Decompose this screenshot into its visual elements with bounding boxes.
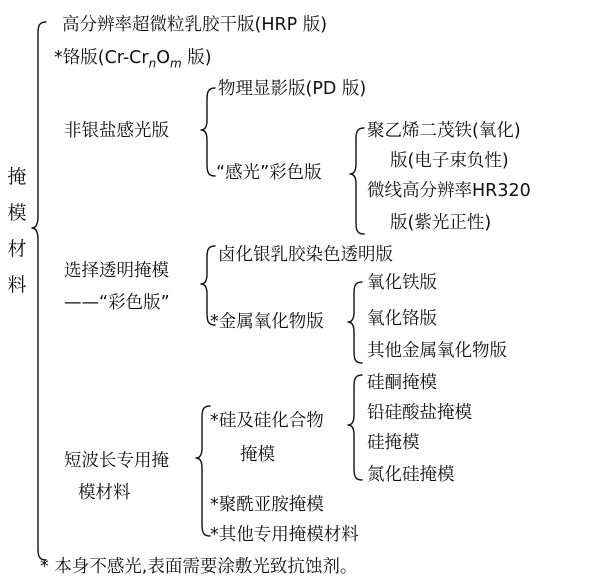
other-special-mask-label: *其他专用掩模材料	[210, 525, 359, 545]
silicon-compound-mask-line-1: *硅及硅化合物	[210, 411, 324, 431]
chrome-plate-label	[54, 47, 212, 75]
hrp-plate-label: 高分辨率超微粒乳胶干版(HRP 版)	[62, 15, 328, 35]
lead-silicate-mask-label: 铅硅酸盐掩模	[367, 403, 472, 423]
pd-plate-label: 物理显影版(PD 版)	[218, 79, 367, 99]
silicon-nitride-mask-label: 氮化硅掩模	[367, 465, 455, 485]
chrome-plate-end: 版)	[181, 48, 212, 68]
photo-color-brace	[350, 128, 364, 234]
root-char-2: 模	[7, 202, 27, 224]
chrome-subscript-n: n	[148, 56, 157, 71]
metal-oxide-brace	[348, 282, 362, 363]
hr320-label-line-1: 微线高分辨率HR320	[367, 181, 531, 201]
root-brace	[32, 22, 46, 560]
silicone-mask-label: 硅酮掩模	[367, 373, 437, 393]
selective-transparent-mask-line-1: 选择透明掩模	[64, 261, 169, 281]
silicon-mask-label: 硅掩模	[367, 433, 420, 453]
root-char-1: 掩	[7, 166, 27, 188]
footnote: * 本身不感光,表面需要涂敷光致抗蚀剂。	[40, 557, 358, 577]
chrome-plate-text: *铬版(Cr-Cr	[54, 48, 149, 68]
hr320-label-line-2: 版(紫光正性)	[390, 213, 492, 233]
other-metal-oxide-plate-label: 其他金属氧化物版	[367, 341, 507, 361]
silicon-brace	[348, 375, 362, 480]
pvf-label-line-1: 聚乙烯二茂铁(氧化)	[367, 121, 521, 141]
chrome-oxygen: O	[156, 48, 170, 68]
iron-oxide-plate-label: 氧化铁版	[367, 273, 437, 293]
short-wavelength-mask-line-1: 短波长专用掩	[64, 451, 169, 471]
selective-transparent-mask-line-2: ——“彩色版”	[64, 293, 170, 313]
root-char-4: 料	[7, 274, 27, 296]
short-wavelength-mask-line-2: 模材料	[78, 483, 131, 503]
chrome-oxide-plate-label: 氧化铬版	[367, 309, 437, 329]
metal-oxide-plate-label: *金属氧化物版	[210, 312, 324, 332]
silicon-compound-mask-line-2: 掩模	[240, 445, 275, 465]
root-char-3: 材	[7, 238, 27, 260]
halide-dye-plate-label: 卤化银乳胶染色透明版	[218, 245, 393, 265]
pvf-label-line-2: 版(电子束负性)	[390, 151, 509, 171]
polyimide-mask-label: *聚酰亚胺掩模	[210, 495, 324, 515]
chrome-subscript-m: m	[170, 56, 182, 71]
non-silver-brace	[201, 88, 215, 176]
photo-color-plate-label: “感光”彩色版	[216, 163, 322, 183]
short-wave-brace	[196, 406, 210, 536]
non-silver-salt-label: 非银盐感光版	[64, 121, 169, 141]
